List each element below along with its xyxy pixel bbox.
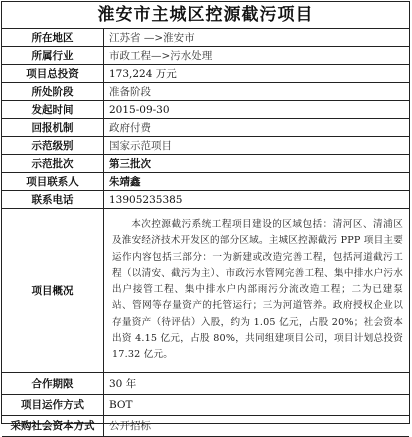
table-row xyxy=(2,415,409,436)
table-row xyxy=(2,83,409,101)
field-value-demo-batch: 第三批次 xyxy=(104,155,410,173)
field-label-industry: 所属行业 xyxy=(2,47,104,65)
table-row xyxy=(2,101,409,119)
field-value-overview xyxy=(104,209,410,373)
table-row xyxy=(2,209,409,373)
field-value-procurement-method: 公开招标 xyxy=(104,415,410,436)
field-value-industry: 市政工程—>污水处理 xyxy=(104,47,410,65)
field-value-total-investment: 173,224 万元 xyxy=(104,65,410,83)
table-row xyxy=(2,394,409,415)
page-title: 淮安市主城区控源截污项目 xyxy=(2,2,409,29)
table-row xyxy=(2,173,409,191)
field-value-contact: 朱靖鑫 xyxy=(104,173,410,191)
table-row xyxy=(2,65,409,83)
field-label-overview: 项目概况 xyxy=(2,209,104,373)
field-value-stage: 准备阶段 xyxy=(104,83,410,101)
field-value-launch-date: 2015-09-30 xyxy=(104,101,410,119)
field-label-demo-batch: 示范批次 xyxy=(2,155,104,173)
field-value-return-mechanism: 政府付费 xyxy=(104,119,410,137)
field-label-total-investment: 项目总投资 xyxy=(2,65,104,83)
table-row xyxy=(2,137,409,155)
field-label-contact: 项目联系人 xyxy=(2,173,104,191)
field-label-launch-date: 发起时间 xyxy=(2,101,104,119)
table-row xyxy=(2,29,409,47)
field-label-phone: 联系电话 xyxy=(2,191,104,209)
field-value-operation-mode: BOT xyxy=(104,394,410,415)
table-row xyxy=(2,155,409,173)
field-label-term: 合作期限 xyxy=(2,372,104,394)
project-info-card xyxy=(1,1,410,433)
field-label-region: 所在地区 xyxy=(2,29,104,47)
overview-text: 本次控源截污系统工程项目建设的区域包括：清河区、清浦区及淮安经济技术开发区的部分区域。主城区控源截污 PPP 项目主要运作内容包括三部分：一为新建或改造完善工程，包括河道截污工程（以清安、截污为主）、市政污水管网完善工程、集中排水户污水出户接管工程、集中排水户内部雨污分流改造工程；二为已建泵站、管网等存量资产的托管运行；三为河道管养。政府授权企业以存量资产（待评估）入股，约为 1.05 亿元，占股 20%；社会资本出资 4.15 亿元，占股 80%，共同组建项目公司，项目计划总投资 17.32 亿元。 xyxy=(112,219,403,361)
table-row xyxy=(2,191,409,209)
table-row xyxy=(2,372,409,394)
field-label-procurement-method: 采购社会资本方式 xyxy=(2,415,104,436)
field-label-operation-mode: 项目运作方式 xyxy=(2,394,104,415)
field-value-demo-level: 国家示范项目 xyxy=(104,137,410,155)
field-label-stage: 所处阶段 xyxy=(2,83,104,101)
field-value-phone: 13905235385 xyxy=(104,191,410,209)
field-value-term: 30 年 xyxy=(104,372,410,394)
field-value-region: 江苏省 —>淮安市 xyxy=(104,29,410,47)
table-row xyxy=(2,119,409,137)
table-row xyxy=(2,47,409,65)
field-label-demo-level: 示范级别 xyxy=(2,137,104,155)
field-label-return-mechanism: 回报机制 xyxy=(2,119,104,137)
project-info-table xyxy=(2,28,409,437)
